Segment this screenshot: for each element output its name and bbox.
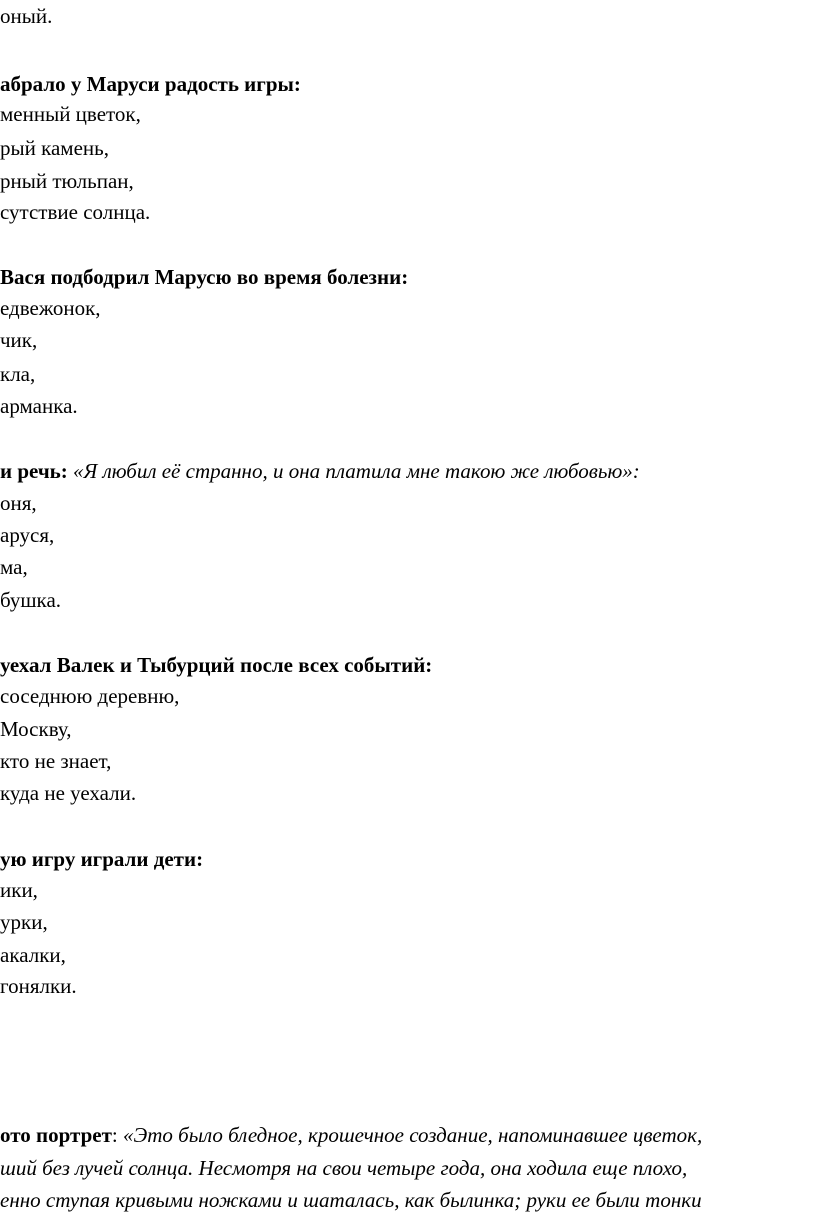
portrait-colon: : [111,1123,118,1147]
q4-option-3: кто не знает, [0,749,112,773]
q4-option-4: куда не уехали. [0,781,137,805]
q3-option-3: ма, [0,555,28,579]
text-fragment: оный. [0,4,53,28]
portrait-text-1: «Это было бледное, крошечное создание, напоминавшее цветок, [123,1123,703,1147]
portrait-label: ото портрет [0,1123,112,1147]
q1-option-4: сутствие солнца. [0,200,151,224]
q1-option-1: менный цветок, [0,102,141,126]
question-3 [0,457,640,485]
question-3-bold: и речь: [0,459,68,483]
question-3-quote: «Я любил её странно, и она платила мне такою же любовью»: [73,459,640,483]
q2-option-3: кла, [0,362,36,386]
q2-option-4: арманка. [0,394,78,418]
question-2: Вася подбодрил Марусю во время болезни: [0,265,409,289]
q4-option-2: Москву, [0,717,72,741]
q1-option-3: рный тюльпан, [0,169,134,193]
q3-option-2: аруся, [0,523,55,547]
question-1: абрало у Маруси радость игры: [0,72,301,96]
portrait-line-2: ший без лучей солнца. Несмотря на свои четыре года, она ходила еще плохо, [0,1156,688,1180]
q5-option-3: акалки, [0,943,66,967]
q3-option-1: оня, [0,491,37,515]
q1-option-2: рый камень, [0,136,109,160]
q5-option-1: ики, [0,878,38,902]
q5-option-2: урки, [0,910,48,934]
q2-option-1: едвежонок, [0,296,101,320]
question-5: ую игру играли дети: [0,847,204,871]
q2-option-2: чик, [0,328,38,352]
q5-option-4: гонялки. [0,974,77,998]
portrait-line-3: енно ступая кривыми ножками и шаталась, как былинка; руки ее были тонки [0,1188,702,1212]
q3-option-4: бушка. [0,588,62,612]
portrait-line-1 [0,1121,814,1149]
question-4: уехал Валек и Тыбурций после всех событий: [0,653,433,677]
q4-option-1: соседнюю деревню, [0,684,180,708]
